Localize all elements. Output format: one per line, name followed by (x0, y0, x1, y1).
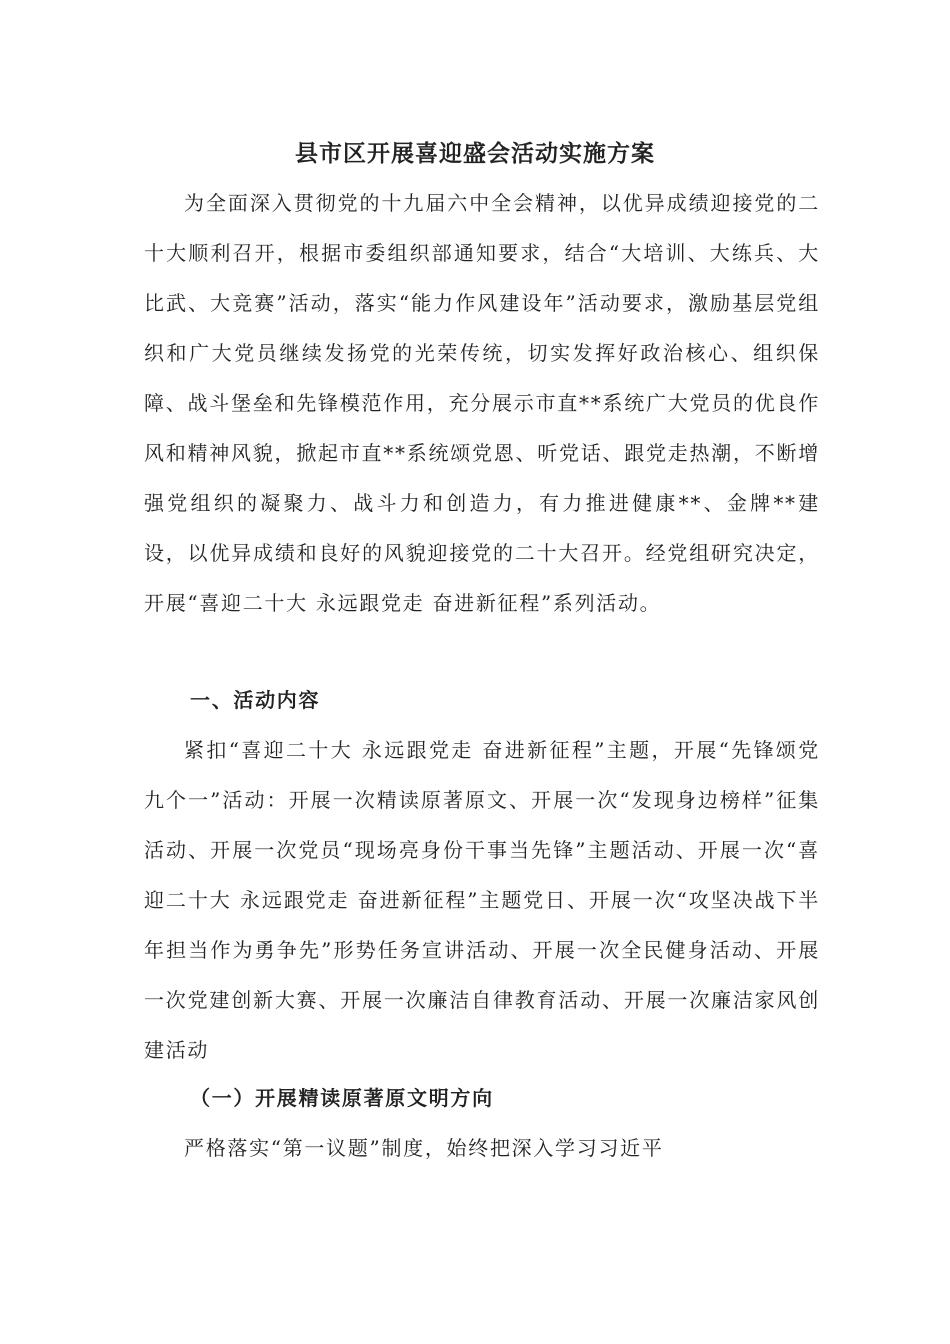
section-heading-activity-content: 一、活动内容 (190, 688, 321, 712)
document-title: 县市区开展喜迎盛会活动实施方案 (295, 140, 655, 167)
intro-paragraph: 为全面深入贯彻党的十九届六中全会精神，以优异成绩迎接党的二十大顺利召开，根据市委组织部通知要求，结合“大培训、大练兵、大比武、大竞赛”活动，落实“能力作风建设年”活动要求，激励基层党组织和广大党员继续发扬党的光荣传统，切实发挥好政治核心、组织保障、战斗堡垒和先锋模范作用，充分展示市直**系统广大党员的优良作风和精神风貌，掀起市直**系统颂党恩、听党话、跟党走热潮，不断增强党组织的凝聚力、战斗力和创造力，有力推进健康**、金牌**建设，以优异成绩和良好的风貌迎接党的二十大召开。经党组研究决定，开展“喜迎二十大 永远跟党走 奋进新征程”系列活动。 (144, 191, 820, 615)
reading-paragraph: 严格落实“第一议题”制度，始终把深入学习习近平 (184, 1136, 664, 1160)
activity-content-paragraph: 紧扣“喜迎二十大 永远跟党走 奋进新征程”主题，开展“先锋颂党九个一”活动：开展一次精读原著原文、开展一次“发现身边榜样”征集活动、开展一次党员“现场亮身份干事当先锋”主题活动、开展一次“喜迎二十大 永远跟党走 奋进新征程”主题党日、开展一次“攻坚决战下半年担当作为勇争先”形势任务宣讲活动、开展一次全民健身活动、开展一次党建创新大赛、开展一次廉洁自律教育活动、开展一次廉洁家风创建活动 (144, 738, 820, 1062)
subsection-heading-reading: （一）开展精读原著原文明方向 (190, 1086, 494, 1110)
